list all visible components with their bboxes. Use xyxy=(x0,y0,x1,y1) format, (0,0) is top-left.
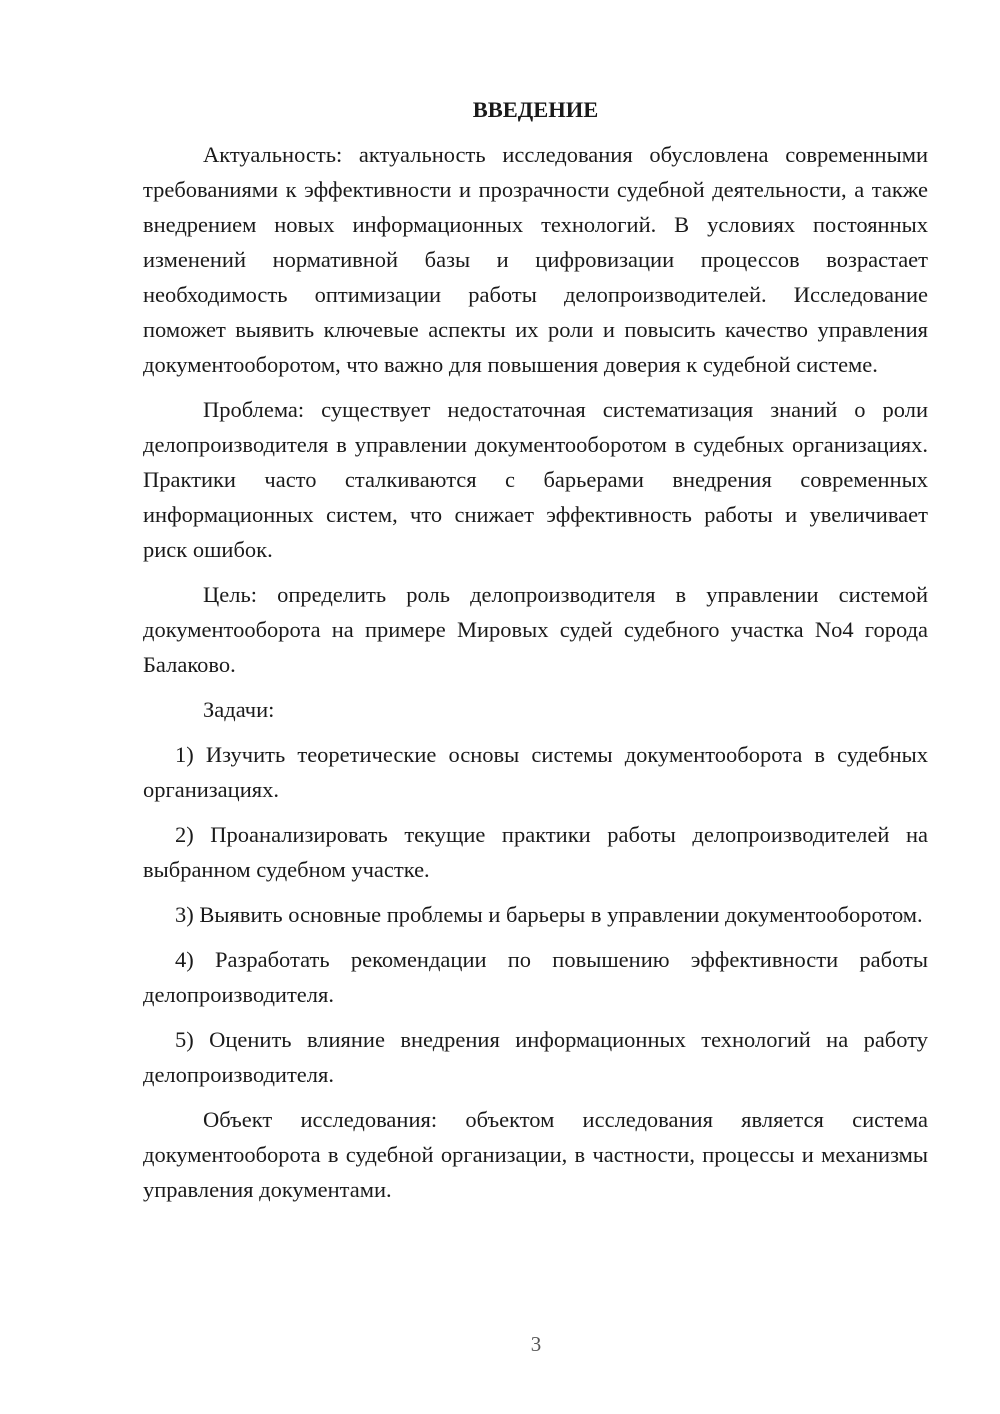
goal-paragraph: Цель: определить роль делопроизводителя в управлении системой документооборота на примере Мировых судей судебного участка No4 города Балаково. xyxy=(143,582,928,677)
task-item-5: 5) Оценить влияние внедрения информационных технологий на работу делопроизводителя. xyxy=(143,1027,928,1087)
tasks-label: Задачи: xyxy=(203,697,275,722)
page-number: 3 xyxy=(530,1332,542,1356)
relevance-paragraph: Актуальность: актуальность исследования обусловлена современными требованиями к эффективности и прозрачности судебной деятельности, а также внедрением новых информационных технологий. В условиях постоянных изменений нормативной базы и цифровизации процессов возрастает необходимость оптимизации работы делопроизводителей. Исследование поможет выявить ключевые аспекты их роли и повысить качество управления документооборотом, что важно для повышения доверия к судебной системе. xyxy=(143,142,928,377)
object-paragraph: Объект исследования: объектом исследования является система документооборота в судебной организации, в частности, процессы и механизмы управления документами. xyxy=(143,1107,928,1202)
document-page xyxy=(143,92,928,1217)
task-item-1: 1) Изучить теоретические основы системы документооборота в судебных организациях. xyxy=(143,742,928,802)
page-title: ВВЕДЕНИЕ xyxy=(472,97,599,122)
problem-paragraph: Проблема: существует недостаточная систематизация знаний о роли делопроизводителя в управлении документооборотом в судебных организациях. Практики часто сталкиваются с барьерами внедрения современных информационных систем, что снижает эффективность работы и увеличивает риск ошибок. xyxy=(143,397,928,562)
task-item-3: 3) Выявить основные проблемы и барьеры в управлении документооборотом. xyxy=(175,902,923,927)
task-item-4: 4) Разработать рекомендации по повышению эффективности работы делопроизводителя. xyxy=(143,947,928,1007)
task-item-2: 2) Проанализировать текущие практики работы делопроизводителей на выбранном судебном участке. xyxy=(143,822,928,882)
